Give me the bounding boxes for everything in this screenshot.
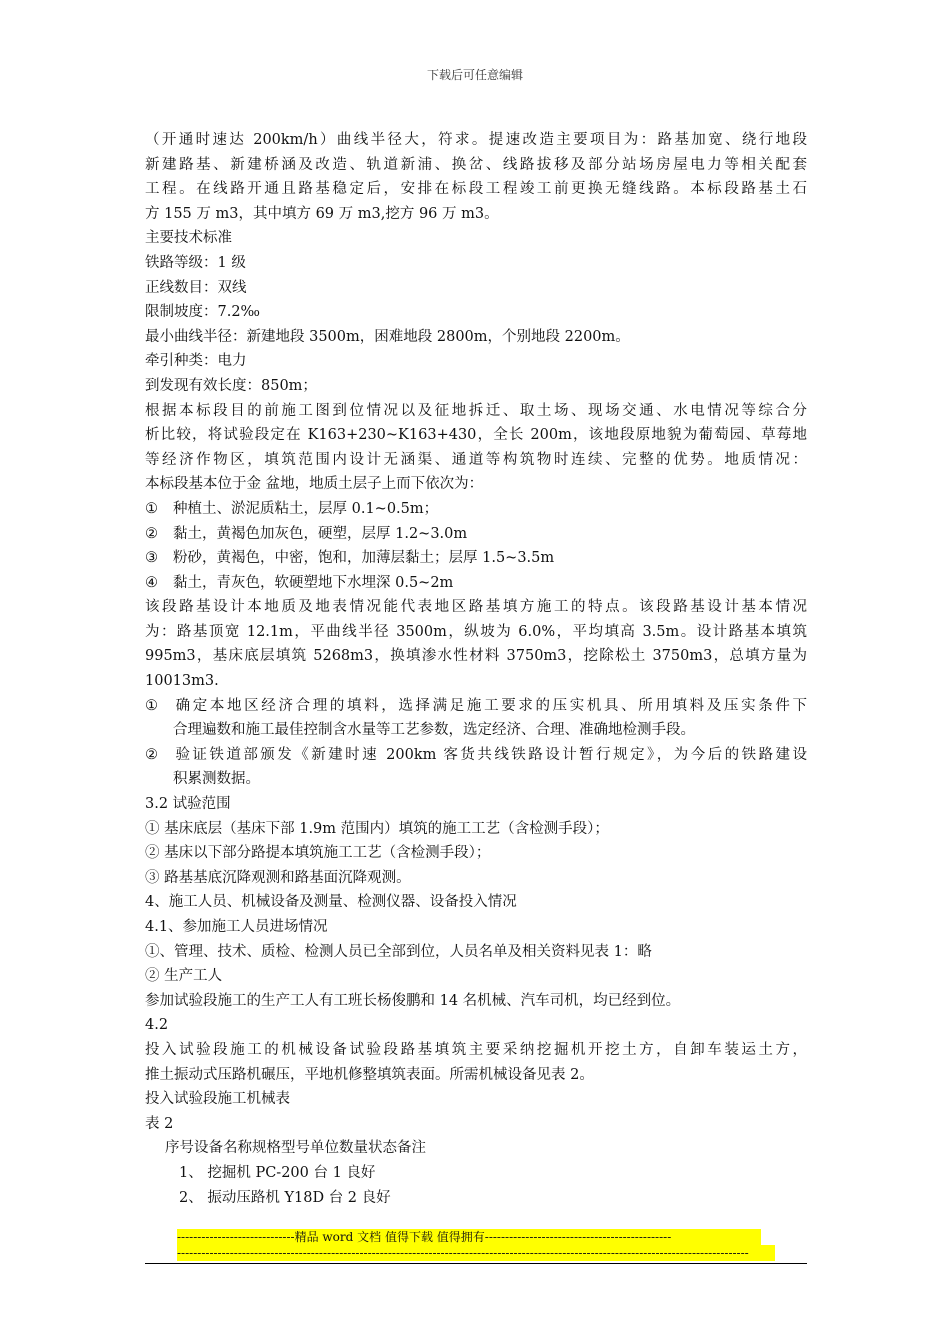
paragraph-line: 析比较，将试验段定在 K163+230~K163+430，全长 200m，该地段原地貌为葡萄园、草莓地 — [145, 427, 807, 444]
table-row: 2、 振动压路机 Y18D 台 2 良好 — [179, 1189, 391, 1206]
list-number: ③ — [145, 550, 158, 567]
soil-layer-item — [145, 546, 807, 571]
purpose-item-continuation: 合理遍数和施工最佳控制含水量等工艺参数，选定经济、合理、准确地检测手段。 — [173, 722, 695, 739]
list-text: 种植土、淤泥质粘土，层厚 0.1~0.5m； — [173, 500, 439, 517]
paragraph-line: 995m3，基床底层填筑 5268m3，换填渗水性材料 3750m3，挖除松土 3750m3，总填方量为 — [145, 648, 807, 665]
paragraph-line: 等经济作物区，填筑范围内设计无涵渠、通道等构筑物时连续、完整的优势。地质情况： — [145, 451, 807, 468]
standard-item: 到发现有效长度：850m； — [145, 377, 317, 394]
footer-dashes: --------------------------------------------------------------------------------------------------------------------------------------------- — [177, 1245, 775, 1261]
paragraph-line: 根据本标段目的前施工图到位情况以及征地拆迁、取土场、现场交通、水电情况等综合分 — [145, 402, 807, 419]
paragraph-line: 该段路基设计本地质及地表情况能代表地区路基填方施工的特点。该段路基设计基本情况 — [145, 599, 807, 616]
list-text: 黏土，黄褐色加灰色，硬塑，层厚 1.2~3.0m — [173, 525, 468, 542]
table-title: 投入试验段施工机械表 — [145, 1091, 290, 1108]
soil-layer-item — [145, 497, 807, 522]
purpose-item — [145, 694, 807, 719]
soil-layer-item — [145, 571, 807, 596]
paragraph-line: ①、管理、技术、质检、检测人员已全部到位，人员名单及相关资料见表 1：略 — [145, 943, 652, 960]
paragraph-line: 方 155 万 m3，其中填方 69 万 m3,挖方 96 万 m3。 — [145, 205, 499, 222]
list-number: ② — [145, 525, 158, 542]
paragraph-line: 工程。在线路开通且路基稳定后，安排在标段工程竣工前更换无缝线路。本标段路基土石 — [145, 181, 807, 198]
page-header-note: 下载后可任意编辑 — [426, 68, 523, 82]
document-body — [145, 128, 807, 1210]
list-number: ① — [145, 697, 158, 714]
paragraph-line: 新建路基、新建桥涵及改造、轨道新浦、换岔、线路拔移及部分站场房屋电力等相关配套 — [145, 156, 807, 173]
standard-item: 牵引种类：电力 — [145, 353, 247, 370]
footer-rule — [145, 1263, 807, 1264]
standard-item: 最小曲线半径：新建地段 3500m，困难地段 2800m，个别地段 2200m。 — [145, 328, 630, 345]
paragraph-line: 推土振动式压路机碾压，平地机修整填筑表面。所需机械设备见表 2。 — [145, 1066, 594, 1083]
table-header: 序号设备名称规格型号单位数量状态备注 — [165, 1140, 426, 1157]
standard-item: 正线数目：双线 — [145, 279, 247, 296]
scope-item: ③ 路基基底沉降观测和路基面沉降观测。 — [145, 869, 411, 886]
paragraph-line: 本标段基本位于金 盆地，地质土层子上而下依次为： — [145, 476, 484, 493]
list-text: 验证铁道部颁发《新建时速 200km 客货共线铁路设计暂行规定》，为今后的铁路建设 — [173, 746, 807, 763]
paragraph-line: ② 生产工人 — [145, 968, 223, 985]
paragraph-line: 投入试验段施工的机械设备试验段路基填筑主要采纳挖掘机开挖土方，自卸车装运土方， — [145, 1041, 807, 1058]
paragraph-line: 参加试验段施工的生产工人有工班长杨俊鹏和 14 名机械、汽车司机，均已经到位。 — [145, 992, 681, 1009]
footer-banner: -----------------------------精品 word 文档 值得下载 值得拥有---------------------------------------------- — [177, 1229, 761, 1245]
section-heading: 4.1、参加施工人员进场情况 — [145, 919, 328, 935]
purpose-item-continuation: 积累测数据。 — [173, 771, 260, 788]
paragraph-line: 为：路基顶宽 12.1m，平曲线半径 3500m，纵坡为 6.0%，平均填高 3.5m。设计路基本填筑 — [145, 623, 807, 640]
table-row: 1、 挖掘机 PC-200 台 1 良好 — [179, 1164, 376, 1181]
list-number: ④ — [145, 574, 158, 591]
section-heading: 3.2 试验范围 — [145, 796, 231, 813]
list-number: ② — [145, 746, 158, 763]
soil-layer-item — [145, 522, 807, 547]
list-number: ① — [145, 500, 158, 517]
table-label: 表 2 — [145, 1115, 174, 1132]
list-text: 粉砂，黄褐色，中密，饱和，加薄层黏土；层厚 1.5~3.5m — [173, 550, 555, 567]
list-text: 确定本地区经济合理的填料，选择满足施工要求的压实机具、所用填料及压实条件下 — [173, 697, 807, 714]
paragraph-line: 10013m3. — [145, 673, 219, 690]
section-heading: 主要技术标准 — [145, 230, 232, 247]
list-text: 黏土，青灰色，软硬塑地下水埋深 0.5~2m — [173, 574, 454, 591]
scope-item: ① 基床底层（基床下部 1.9m 范围内）填筑的施工工艺（含检测手段）； — [145, 820, 609, 837]
standard-item: 铁路等级：1 级 — [145, 254, 246, 271]
scope-item: ② 基床以下部分路提本填筑施工工艺（含检测手段）； — [145, 845, 491, 862]
purpose-item — [145, 743, 807, 768]
paragraph-line: （开通时速达 200km/h）曲线半径大，符求。提速改造主要项目为：路基加宽、绕行地段 — [145, 132, 807, 148]
standard-item: 限制坡度：7.2‰ — [145, 304, 261, 321]
section-heading: 4.2 — [145, 1017, 169, 1034]
section-heading: 4、施工人员、机械设备及测量、检测仪器、设备投入情况 — [145, 894, 517, 911]
